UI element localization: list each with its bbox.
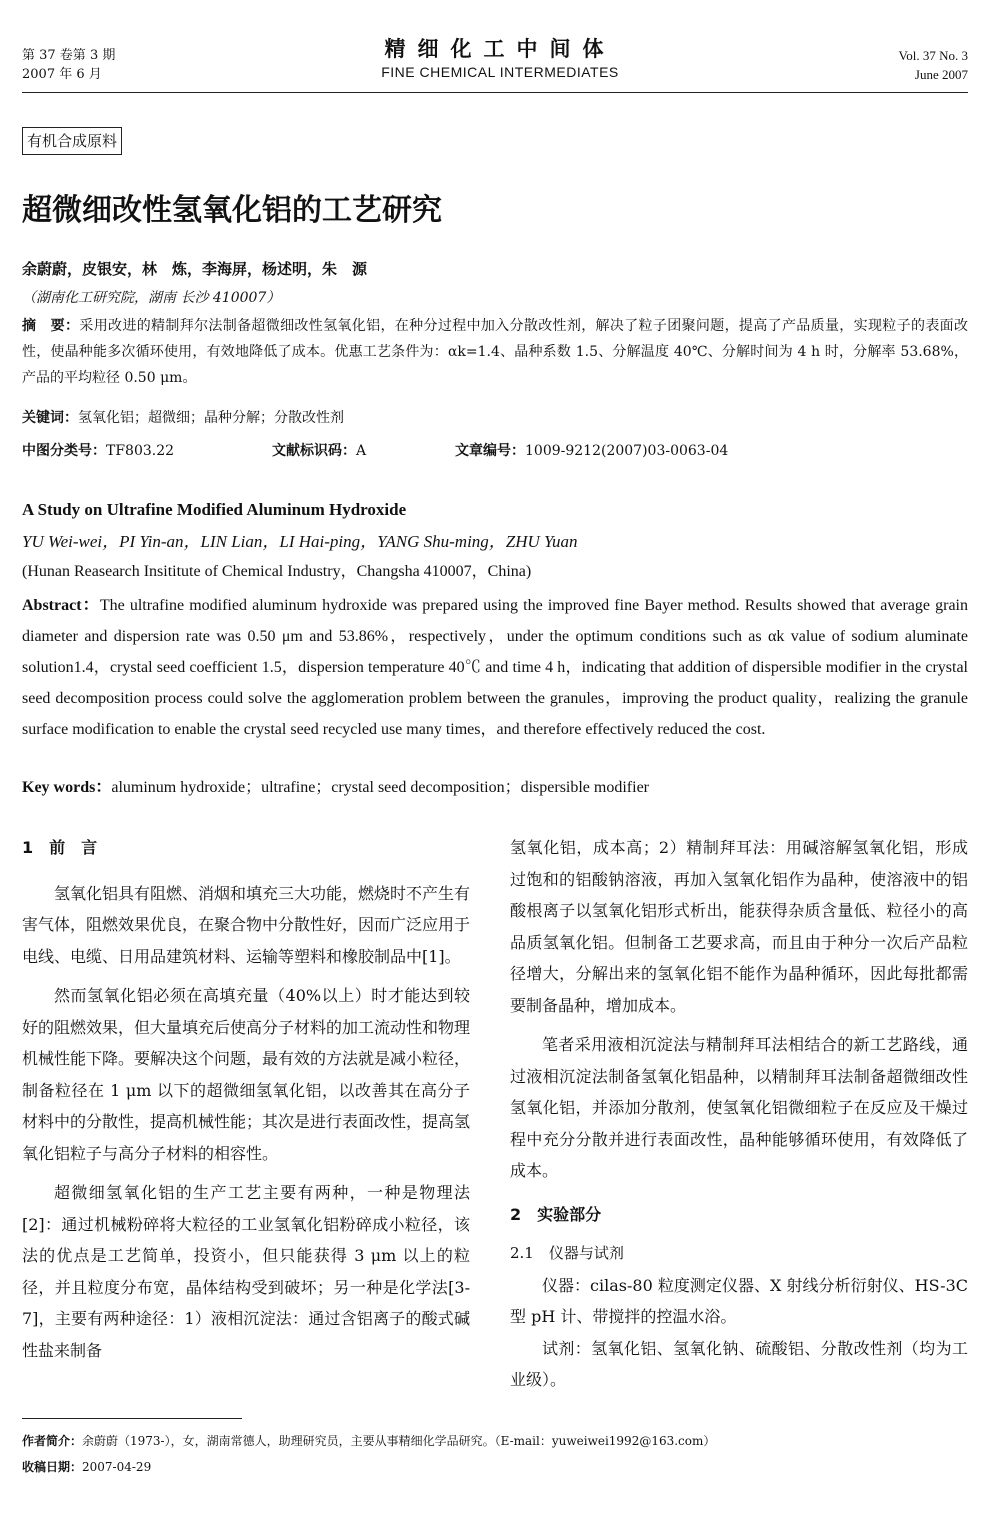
paragraph: 笔者采用液相沉淀法与精制拜耳法相结合的新工艺路线，通过液相沉淀法制备氢氧化铝晶种，以精制拜耳法制备超微细改性氢氧化铝，并添加分散剂，使氢氧化铝微细粒子在反应及干燥过程中充分分散并进行表面改性，晶种能够循环使用，有效降低了成本。 — [510, 1035, 968, 1180]
paragraph: 超微细氢氧化铝的生产工艺主要有两种，一种是物理法[2]：通过机械粉碎将大粒径的工业氢氧化铝粉碎成小粒径，该法的优点是工艺简单，投资小，但只能获得 3 μm 以上的粒径，并且粒度分布宽，晶体结构受到破坏；另一种是化学法[3-7]，主要有两种途径：1）液相沉淀法：通过含铝离子的酸式碱性盐来制备 — [22, 1183, 470, 1360]
section-heading: 1 前 言 — [22, 838, 98, 857]
author-note-label: 作者简介： — [22, 1434, 83, 1448]
body-left-column — [22, 832, 470, 1366]
date-en: June 2007 — [914, 67, 968, 82]
volume-issue-en: Vol. 37 No. 3 — [898, 48, 968, 63]
article-no-value: 1009-9212(2007)03-0063-04 — [525, 443, 729, 459]
journal-name-cn: 精细化工中间体 — [384, 37, 616, 61]
volume-issue-cn: 第 37 卷第 3 期 — [22, 48, 116, 63]
abstract-text-en: The ultrafine modified aluminum hydroxide was prepared using the improved fine Bayer method. Results showed that average grain diameter and dispersion rate was 0.50 μm and 53.86%，respectively，under the optimum conditions such as αk value of sodium aluminate solution1.4，crystal seed coefficient 1.5，dispersion temperature 40℃ and time 4 h，indicating that addition of dispersible modifier in the crystal seed decomposition process could solve the agglomeration problem between the granules，improving the product quality，realizing the granule surface modification to enable the crystal seed recycled use many times，and therefore effectively reduced the cost. — [22, 597, 968, 738]
keywords-label-cn: 关键词： — [22, 410, 78, 426]
keywords-text-cn: 氢氧化铝；超微细；晶种分解；分散改性剂 — [78, 410, 344, 426]
classification-line — [22, 440, 968, 462]
journal-name-en: FINE CHEMICAL INTERMEDIATES — [381, 64, 619, 80]
header-rule — [22, 92, 968, 93]
authors-cn: 余蔚蔚，皮银安，林 炼，李海屏，杨述明，朱 源 — [22, 260, 368, 278]
category-tag: 有机合成原料 — [22, 127, 122, 155]
doc-code-value: A — [356, 443, 367, 459]
issue-info-en — [899, 46, 968, 84]
clc-label: 中图分类号： — [22, 443, 106, 459]
section-heading: 2 实验部分 — [510, 1204, 602, 1224]
abstract-label-en: Abstract： — [22, 597, 100, 614]
affiliation-en: (Hunan Reasearch Insititute of Chemical Industry，Changsha 410007，China) — [22, 563, 532, 580]
received-date-text: 2007-04-29 — [82, 1460, 152, 1474]
paragraph: 然而氢氧化铝必须在高填充量（40%以上）时才能达到较好的阻燃效果，但大量填充后使高分子材料的加工流动性和物理机械性能下降。要解决这个问题，最有效的方法就是减小粒径，制备粒径在 1 μm 以下的超微细氢氧化铝，以改善其在高分子材料中的分散性，提高机械性能；其次是进行表面改性，提高氢氧化铝粒子与高分子材料的相容性。 — [22, 986, 471, 1163]
keywords-label-en: Key words： — [22, 779, 112, 796]
paragraph: 试剂：氢氧化铝、氢氧化钠、硫酸铝、分散改性剂（均为工业级）。 — [510, 1338, 968, 1389]
footnote-rule — [22, 1418, 242, 1419]
author-note-text: 余蔚蔚（1973-），女，湖南常德人，助理研究员，主要从事精细化学品研究。（E-mail：yuweiwei1992@163.com） — [82, 1434, 716, 1448]
abstract-cn — [22, 313, 968, 391]
clc-value: TF803.22 — [106, 443, 175, 459]
journal-name — [300, 36, 700, 82]
received-date-label: 收稿日期： — [22, 1460, 83, 1474]
paragraph: 氢氧化铝具有阻燃、消烟和填充三大功能，燃烧时不产生有害气体，阻燃效果优良，在聚合物中分散性好，因而广泛应用于电线、电缆、日用品建筑材料、运输等塑料和橡胶制品中[1]。 — [22, 883, 471, 966]
abstract-text-cn: 采用改进的精制拜尔法制备超微细改性氢氧化铝，在种分过程中加入分散改性剂，解决了粒子团聚问题，提高了产品质量，实现粒子的表面改性，使晶种能多次循环使用，有效地降低了成本。优惠工艺条件为：αk=1.4、晶种系数 1.5、分解温度 40℃、分解时间为 4 h 时，分解率 53.68%，产品的平均粒径 0.50 μm。 — [22, 318, 969, 386]
affiliation-cn: （湖南化工研究院，湖南 长沙 410007） — [22, 290, 281, 306]
issue-info — [22, 46, 115, 84]
paper-title-en: A Study on Ultrafine Modified Aluminum Hydroxide — [22, 500, 407, 519]
abstract-label-cn: 摘 要： — [22, 318, 80, 334]
author-note — [22, 1432, 968, 1450]
authors-en: YU Wei-wei，PI Yin-an，LIN Lian，LI Hai-ping，YANG Shu-ming，ZHU Yuan — [22, 532, 578, 551]
keywords-en — [22, 776, 649, 800]
date-cn: 2007 年 6 月 — [22, 67, 102, 82]
body-right-column — [510, 832, 968, 1396]
paragraph: 氢氧化铝，成本高；2）精制拜耳法：用碱溶解氢氧化铝，形成过饱和的铝酸钠溶液，再加入氢氧化铝作为晶种，使溶液中的铝酸根离子以氢氧化铝形式析出，能获得杂质含量低、粒径小的高品质氢氧化铝。但制备工艺要求高，而且由于种分一次后产品粒径增大，分解出来的氢氧化铝不能作为晶种循环，因此每批都需要制备晶种，增加成本。 — [510, 838, 968, 1015]
keywords-text-en: aluminum hydroxide；ultrafine；crystal seed decomposition；dispersible modifier — [111, 779, 650, 796]
article-no-label: 文章编号： — [455, 443, 525, 459]
subsection-heading: 2.1 仪器与试剂 — [510, 1244, 624, 1262]
doc-code-label: 文献标识码： — [272, 443, 356, 459]
paragraph: 仪器：cilas-80 粒度测定仪器、X 射线分析衍射仪、HS-3C 型 pH 计、带搅拌的控温水浴。 — [510, 1275, 968, 1326]
paper-title: 超微细改性氢氧化铝的工艺研究 — [22, 193, 442, 228]
abstract-en — [22, 590, 968, 745]
keywords-cn — [22, 407, 344, 429]
received-date — [22, 1458, 151, 1476]
